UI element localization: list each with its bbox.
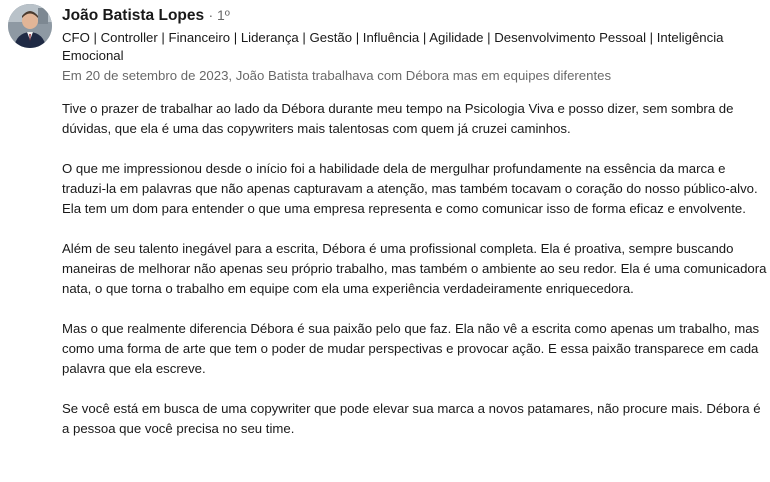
recommendation-text xyxy=(62,99,768,459)
author-name-link[interactable]: João Batista Lopes xyxy=(62,7,205,24)
recommendation-paragraph: O que me impressionou desde o início foi a habilidade dela de mergulhar profundamente na essência da marca e traduzi-la em palavras que não apenas capturavam a atenção, mas também tocavam o coração do nosso público-alvo. Ela tem um dom para entender o que uma empresa representa e como comunicar isso de forma eficaz e envolvente. xyxy=(62,161,758,216)
recommendation-paragraph: Se você está em busca de uma copywriter que pode elevar sua marca a novos patamares, não procure mais. Débora é a pessoa que você precisa no seu time. xyxy=(62,401,761,436)
connection-degree: · 1º xyxy=(208,7,230,23)
author-avatar[interactable] xyxy=(8,4,52,48)
relationship-context: Em 20 de setembro de 2023, João Batista trabalhava com Débora mas em equipes diferentes xyxy=(62,68,612,83)
recommendation-paragraph: Além de seu talento inegável para a escrita, Débora é uma profissional completa. Ela é proativa, sempre buscando maneiras de melhorar não apenas seu próprio trabalho, mas também o ambiente ao seu redor. Ela é uma comunicadora nata, o que torna o trabalho em equipe com ela uma experiência verdadeiramente enriquecedora. xyxy=(62,241,767,296)
recommendation-paragraph: Mas o que realmente diferencia Débora é sua paixão pelo que faz. Ela não vê a escrita como apenas um trabalho, mas como uma forma de arte que tem o poder de mudar perspectivas e provocar ação. E essa paixão transparece em cada palavra que ela escreve. xyxy=(62,321,760,376)
recommendation-paragraph: Tive o prazer de trabalhar ao lado da Débora durante meu tempo na Psicologia Viva e posso dizer, sem sombra de dúvidas, que ela é uma das copywriters mais talentosas com quem já cruzei caminhos. xyxy=(62,101,734,136)
author-headline: CFO | Controller | Financeiro | Liderança | Gestão | Influência | Agilidade | Desenvolvimento Pessoal | Inteligência Emocional xyxy=(62,30,724,63)
author-header xyxy=(62,5,762,85)
user-avatar-photo-icon xyxy=(8,4,52,48)
author-name-line xyxy=(62,5,762,26)
